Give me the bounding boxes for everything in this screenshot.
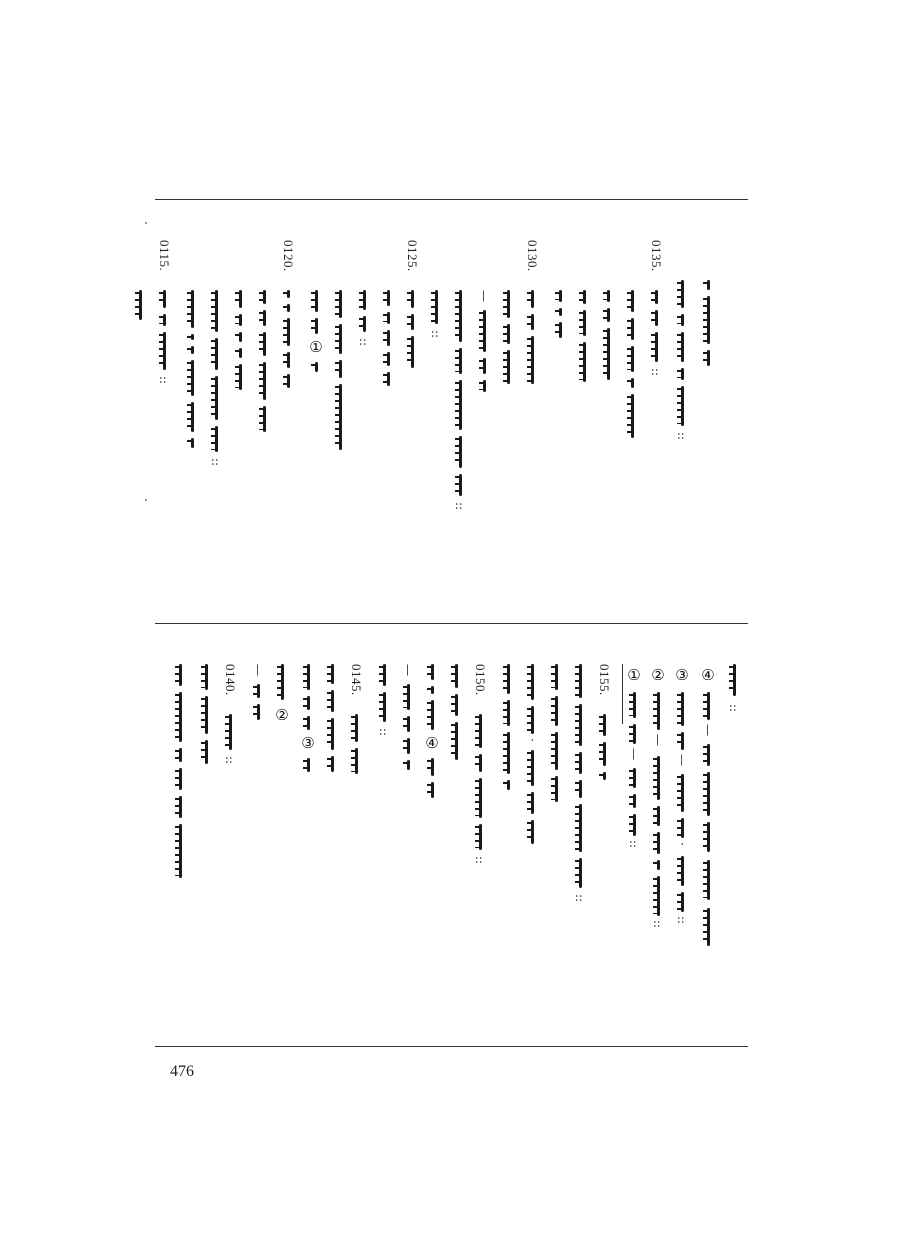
mongolian-word <box>451 664 461 688</box>
mongolian-word <box>253 704 263 720</box>
mongolian-word <box>383 352 393 366</box>
verse-column <box>166 664 194 994</box>
mongolian-word <box>201 740 211 764</box>
mongolian-word <box>311 318 321 334</box>
mongolian-word <box>175 768 185 790</box>
mongolian-word <box>211 290 221 332</box>
mongolian-word <box>555 290 565 302</box>
mongolian-word <box>407 290 417 308</box>
full-stop: :: <box>649 368 663 377</box>
mongolian-word <box>407 336 417 368</box>
mongolian-word <box>653 832 663 854</box>
footnote-column <box>694 664 722 994</box>
mongolian-word <box>627 318 637 340</box>
mongolian-word <box>175 748 185 762</box>
mongolian-word <box>627 346 637 372</box>
mongolian-word <box>175 664 185 686</box>
mongolian-word <box>187 290 197 328</box>
mongolian-word <box>677 332 687 362</box>
mongolian-word <box>527 792 537 814</box>
mongolian-word <box>383 290 393 306</box>
footnote-marker: ① <box>627 666 641 684</box>
mongolian-word <box>327 690 337 712</box>
verse-column <box>518 240 546 620</box>
dash: — <box>651 734 665 746</box>
mongolian-word <box>475 714 485 748</box>
verse-column <box>720 240 748 620</box>
verse-column <box>192 664 220 994</box>
footnote-marker: ① <box>309 338 323 356</box>
mongolian-word <box>135 290 145 320</box>
verse-number: 0115. <box>157 240 172 272</box>
mongolian-word <box>359 316 369 332</box>
mongolian-word <box>503 290 513 318</box>
mongolian-word <box>629 814 639 836</box>
verse-column <box>446 240 474 620</box>
mongolian-word <box>455 380 465 430</box>
mongolian-word <box>403 760 413 770</box>
mongolian-word <box>503 732 513 774</box>
dash: — <box>477 290 491 302</box>
verse-column <box>202 240 230 620</box>
verse-column <box>642 240 670 620</box>
mongolian-word <box>603 328 613 380</box>
verse-column <box>398 240 426 620</box>
mongolian-word <box>283 290 293 298</box>
mongolian-word <box>653 876 663 916</box>
mongolian-word <box>455 348 465 374</box>
verse-column <box>342 664 370 994</box>
verse-column <box>570 240 598 620</box>
mongolian-word <box>599 742 609 766</box>
mongolian-word <box>351 748 361 774</box>
page-number: 476 <box>170 1063 194 1080</box>
scan-speck <box>145 222 147 224</box>
full-stop: :: <box>675 432 689 441</box>
dash: — <box>627 748 641 760</box>
mongolian-word <box>677 774 687 812</box>
verse-column <box>302 240 330 620</box>
full-stop: :: <box>651 920 665 929</box>
mongolian-word <box>703 350 713 366</box>
mongolian-word <box>175 796 185 818</box>
mongolian-word <box>551 664 561 690</box>
footnote-column <box>668 664 696 994</box>
mongolian-word <box>703 908 713 946</box>
mongolian-word <box>703 744 713 766</box>
mongolian-word <box>479 380 489 392</box>
mongolian-word <box>175 824 185 878</box>
mongolian-word <box>551 776 561 802</box>
mongolian-word <box>677 892 687 912</box>
comma: · <box>525 738 539 742</box>
mongolian-word <box>259 406 269 432</box>
mongolian-word <box>677 818 687 838</box>
mongolian-word <box>575 664 585 698</box>
verse-column <box>494 664 522 994</box>
mongolian-word <box>201 696 211 734</box>
mongolian-word <box>327 718 337 750</box>
mongolian-word <box>579 290 589 304</box>
mongolian-word <box>527 664 537 700</box>
full-stop: :: <box>675 916 689 925</box>
mongolian-word <box>651 310 661 326</box>
full-stop: :: <box>453 502 467 511</box>
verse-column <box>518 664 546 994</box>
mongolian-word <box>451 722 461 760</box>
mongolian-word <box>427 782 437 798</box>
mongolian-word <box>187 346 197 354</box>
mongolian-word <box>327 756 337 772</box>
mongolian-word <box>703 296 713 344</box>
verse-column <box>370 664 398 994</box>
mongolian-word <box>283 352 293 368</box>
mongolian-word <box>575 858 585 888</box>
mongolian-word <box>703 860 713 900</box>
mongolian-word <box>383 312 393 324</box>
verse-column <box>350 240 378 620</box>
mongolian-word <box>527 706 537 734</box>
mongolian-word <box>475 754 485 772</box>
mongolian-word <box>503 350 513 384</box>
comma: · <box>675 842 689 846</box>
mongolian-word <box>551 696 561 726</box>
mongolian-word <box>603 308 613 322</box>
mongolian-word <box>427 664 437 680</box>
mongolian-word <box>431 290 441 324</box>
dash: — <box>251 664 265 676</box>
footnote-marker: ④ <box>425 734 439 752</box>
dash: — <box>701 724 715 736</box>
mongolian-word <box>383 372 393 386</box>
footnote-marker: ③ <box>675 666 689 684</box>
mongolian-word <box>235 364 245 390</box>
mongolian-word <box>653 692 663 730</box>
full-stop: :: <box>473 856 487 865</box>
mongolian-word <box>677 692 687 726</box>
mongolian-word <box>283 318 293 346</box>
mongolian-word <box>703 772 713 816</box>
mongolian-word <box>335 324 345 354</box>
mongolian-word <box>575 752 585 774</box>
mongolian-word <box>627 290 637 312</box>
verse-column <box>394 664 422 994</box>
mongolian-word <box>451 694 461 716</box>
verse-number: 0120. <box>281 240 296 272</box>
verse-column <box>422 240 450 620</box>
mongolian-word <box>479 310 489 352</box>
verse-number: 0140. <box>223 664 238 696</box>
verse-number: 0155. <box>597 664 612 696</box>
mongolian-word <box>303 664 313 690</box>
mongolian-word <box>187 438 197 448</box>
mongolian-word <box>159 314 169 326</box>
verse-column <box>274 240 302 620</box>
verse-column <box>466 664 494 994</box>
mongolian-word <box>677 732 687 750</box>
mongolian-word <box>201 664 211 690</box>
mongolian-word <box>703 280 713 290</box>
full-stop: :: <box>573 894 587 903</box>
verse-column <box>318 664 346 994</box>
mongolian-word <box>427 758 437 776</box>
verse-column <box>546 240 574 620</box>
mongolian-word <box>259 362 269 400</box>
verse-column <box>294 664 322 994</box>
verse-column <box>250 240 278 620</box>
mongolian-word <box>551 732 561 770</box>
mongolian-word <box>703 822 713 852</box>
mongolian-word <box>627 394 637 438</box>
mongolian-word <box>575 780 585 798</box>
dash: — <box>401 664 415 676</box>
mongolian-word <box>159 332 169 370</box>
full-stop: :: <box>727 704 741 713</box>
full-stop: :: <box>223 756 237 765</box>
middle-rule <box>155 623 748 624</box>
mongolian-word <box>187 334 197 340</box>
mongolian-word <box>235 314 245 326</box>
mongolian-word <box>455 436 465 468</box>
mongolian-word <box>629 768 639 788</box>
mongolian-word <box>475 778 485 818</box>
mongolian-word <box>651 332 661 362</box>
mongolian-word <box>475 824 485 850</box>
mongolian-word <box>503 780 513 790</box>
full-stop: :: <box>157 376 171 385</box>
verse-column <box>268 664 296 994</box>
mongolian-word <box>159 290 169 308</box>
footnote-column <box>720 664 748 734</box>
mongolian-word <box>629 724 639 744</box>
mongolian-word <box>527 750 537 786</box>
verse-column <box>470 240 498 620</box>
mongolian-word <box>603 290 613 302</box>
mongolian-word <box>653 806 663 826</box>
mongolian-word <box>479 358 489 374</box>
mongolian-word <box>303 716 313 730</box>
verse-column <box>668 240 696 620</box>
mongolian-word <box>211 338 221 370</box>
mongolian-word <box>283 304 293 312</box>
verse-number: 0130. <box>525 240 540 272</box>
mongolian-word <box>579 342 589 382</box>
verse-column <box>178 240 206 620</box>
mongolian-word <box>311 362 321 372</box>
mongolian-word <box>335 290 345 318</box>
mongolian-word <box>627 378 637 388</box>
mongolian-word <box>335 384 345 450</box>
footnote-marker: ④ <box>701 666 715 684</box>
verse-column <box>418 664 446 994</box>
mongolian-word <box>303 758 313 772</box>
mongolian-word <box>175 692 185 742</box>
full-stop: :: <box>209 458 223 467</box>
mongolian-word <box>677 280 687 308</box>
verse-column <box>494 240 522 620</box>
bottom-rule <box>155 1046 748 1047</box>
mongolian-word <box>651 290 661 304</box>
mongolian-word <box>599 772 609 780</box>
verse-column <box>442 664 470 994</box>
mongolian-word <box>259 332 269 356</box>
verse-column <box>542 664 570 994</box>
mongolian-word <box>303 696 313 710</box>
mongolian-word <box>403 716 413 732</box>
mongolian-word <box>653 756 663 800</box>
mongolian-word <box>703 692 713 720</box>
verse-column <box>618 240 646 620</box>
mongolian-word <box>253 684 263 698</box>
mongolian-word <box>335 360 345 378</box>
mongolian-word <box>527 820 537 844</box>
mongolian-word <box>187 402 197 432</box>
footnote-marker: ② <box>651 666 665 684</box>
mongolian-word <box>527 314 537 330</box>
mongolian-word <box>259 290 269 304</box>
full-stop: :: <box>429 330 443 339</box>
mongolian-word <box>277 664 287 700</box>
mongolian-word <box>283 374 293 388</box>
mongolian-word <box>653 860 663 870</box>
full-stop: :: <box>377 728 391 737</box>
mongolian-word <box>187 360 197 396</box>
mongolian-word <box>379 692 389 722</box>
mongolian-word <box>403 738 413 754</box>
footnote-marker: ② <box>275 706 289 724</box>
mongolian-word <box>677 314 687 326</box>
full-stop: :: <box>627 840 641 849</box>
verse-column <box>590 664 618 994</box>
footnote-marker: ③ <box>301 734 315 752</box>
mongolian-word <box>383 330 393 346</box>
mongolian-word <box>677 856 687 886</box>
mongolian-word <box>629 692 639 718</box>
verse-column <box>594 240 622 620</box>
verse-column <box>326 240 354 620</box>
mongolian-word <box>575 704 585 746</box>
mongolian-word <box>503 324 513 344</box>
mongolian-word <box>599 714 609 736</box>
mongolian-word <box>527 336 537 384</box>
mongolian-word <box>235 290 245 308</box>
verse-column <box>128 240 152 620</box>
mongolian-word <box>575 804 585 852</box>
mongolian-word <box>379 664 389 686</box>
mongolian-word <box>235 332 245 342</box>
mongolian-word <box>211 426 221 452</box>
top-rule <box>155 199 748 200</box>
verse-column <box>150 240 178 620</box>
verse-number: 0150. <box>473 664 488 696</box>
mongolian-word <box>259 310 269 326</box>
full-stop: :: <box>357 338 371 347</box>
mongolian-word <box>311 290 321 312</box>
mongolian-word <box>729 664 739 696</box>
footnote-column <box>620 664 648 994</box>
mongolian-word <box>677 386 687 426</box>
mongolian-word <box>407 314 417 330</box>
mongolian-word <box>211 376 221 420</box>
mongolian-word <box>555 308 565 316</box>
mongolian-word <box>579 310 589 336</box>
footnote-column <box>644 664 672 994</box>
mongolian-word <box>225 714 235 750</box>
dash: — <box>675 754 689 766</box>
verse-number: 0145. <box>349 664 364 696</box>
mongolian-word <box>327 664 337 684</box>
mongolian-word <box>503 664 513 694</box>
verse-column <box>216 664 244 994</box>
mongolian-word <box>555 322 565 338</box>
mongolian-word <box>677 368 687 380</box>
verse-column <box>374 240 402 620</box>
mongolian-word <box>427 700 437 730</box>
mongolian-word <box>455 474 465 496</box>
verse-column <box>244 664 272 994</box>
mongolian-word <box>455 290 465 342</box>
verse-number: 0135. <box>649 240 664 272</box>
mongolian-word <box>359 290 369 310</box>
verse-column <box>694 240 722 620</box>
mongolian-word <box>403 684 413 710</box>
verse-column <box>566 664 594 994</box>
mongolian-word <box>629 794 639 808</box>
verse-number: 0125. <box>405 240 420 272</box>
mongolian-word <box>503 700 513 726</box>
mongolian-word <box>351 714 361 742</box>
verse-column <box>226 240 254 620</box>
mongolian-word <box>427 686 437 694</box>
mongolian-word <box>527 290 537 308</box>
mongolian-word <box>235 348 245 358</box>
